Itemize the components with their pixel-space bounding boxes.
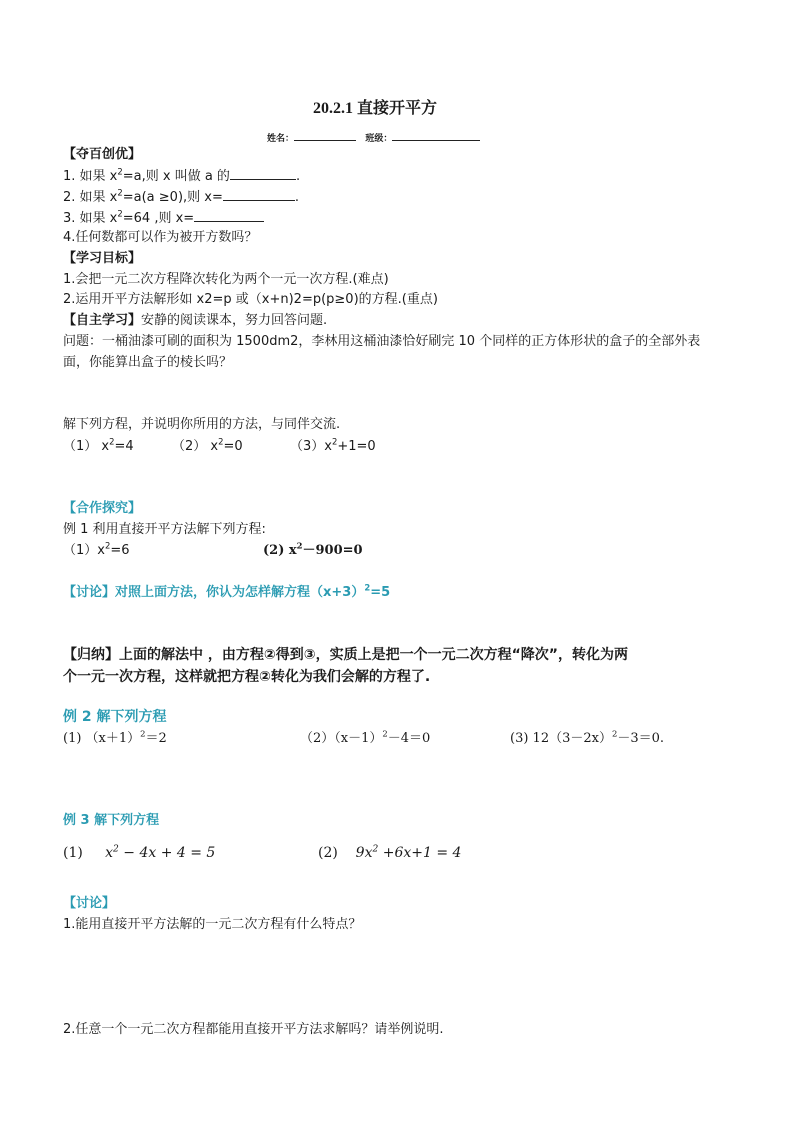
student-info-line [267, 127, 480, 144]
preview-question-1: 1. 如果 $x^2=a$,则 x 叫做 a 的 . [63, 166, 301, 184]
problem-line-2: 面，你能算出盒子的棱长吗？ [63, 355, 233, 370]
discussion-1: 【讨论】对照上面方法，你认为怎样解方程$(x+3)^2=5$ [63, 582, 391, 600]
example-2-heading: 例 2 解下列方程 [63, 709, 167, 725]
example-3-eq-2: (2) $9x^2 +6x+1 = 4$ [318, 844, 462, 861]
summary-line-2: 个一元一次方程，这样就把方程②转化为我们会解的方程了. [63, 669, 431, 685]
name-blank[interactable] [294, 127, 356, 141]
exercise-eq-2: （2） $x^2=0$ [172, 436, 243, 454]
class-blank[interactable] [392, 127, 480, 141]
summary-line-1: 【归纳】上面的解法中 ，由方程②得到③，实质上是把一个一元二次方程“降次”，转化为两 [63, 647, 628, 663]
section-heading-goals: 【学习目标】 [63, 251, 142, 266]
discussion-2-question-1: 1.能用直接开平方法解的一元二次方程有什么特点？ [63, 917, 362, 932]
example-1-title: 例 1 利用直接开平方法解下列方程: [63, 522, 266, 537]
preview-question-3: 3. 如果 $x^2=64$ ,则 x= [63, 208, 264, 227]
answer-blank[interactable] [194, 208, 264, 222]
problem-line-1: 问题：一桶油漆可刷的面积为 1500dm2，李林用这桶油漆恰好刷完 10 个同样的正方体形状的盒子的全部外表 [63, 334, 701, 349]
example-2-eq-3: (3) $12(3-2x)^2-3=0$. [510, 728, 665, 746]
solve-instruction: 解下列方程，并说明你所用的方法，与同伴交流. [63, 417, 341, 432]
example-2-eq-1: (1) $(x+1)^2=2$ [63, 728, 167, 746]
name-label: 姓名： [267, 134, 295, 144]
discussion-2-heading: 【讨论】 [63, 896, 116, 911]
preview-question-4: 4.任何数都可以作为被开方数吗？ [63, 230, 258, 245]
section-heading-explore: 【合作探究】 [63, 501, 142, 516]
discussion-2-question-2: 2.任意一个一元二次方程都能用直接开平方法求解吗？请举例说明. [63, 1022, 444, 1037]
goal-2: 2.运用开平方法解形如 x2=p 或（x+n)2=p(p≥0)的方程.(重点) [63, 292, 438, 307]
answer-blank[interactable] [223, 187, 295, 201]
example-1-eq-2: (2) $x^2-900=0$ [263, 540, 363, 558]
self-study-line: 【自主学习】安静的阅读课本，努力回答问题. [63, 313, 328, 328]
exercise-eq-1: （1） $x^2=4$ [63, 436, 134, 454]
preview-question-2: 2. 如果 $x^2=a(a \ge 0)$,则 x= . [63, 187, 300, 205]
exercise-eq-3: $(3)x^2+1=0$ [290, 436, 376, 454]
example-2-eq-2: $(2)(x-1)^2-4=0$ [300, 728, 431, 746]
section-heading-self-study: 【自主学习】 [63, 313, 142, 328]
example-1-eq-1: $(1)x^2=6$ [63, 540, 130, 558]
page-title: 20.2.1 直接开平方 [313, 100, 438, 117]
section-heading-preview: 【夺百创优】 [63, 147, 142, 162]
answer-blank[interactable] [230, 166, 296, 180]
example-3-heading: 例 3 解下列方程 [63, 813, 160, 828]
class-label: 班级： [365, 134, 393, 144]
example-3-eq-1: (1) $x^2 - 4x + 4 = 5$ [63, 844, 216, 861]
goal-1: 1.会把一元二次方程降次转化为两个一元一次方程.(难点) [63, 272, 389, 287]
